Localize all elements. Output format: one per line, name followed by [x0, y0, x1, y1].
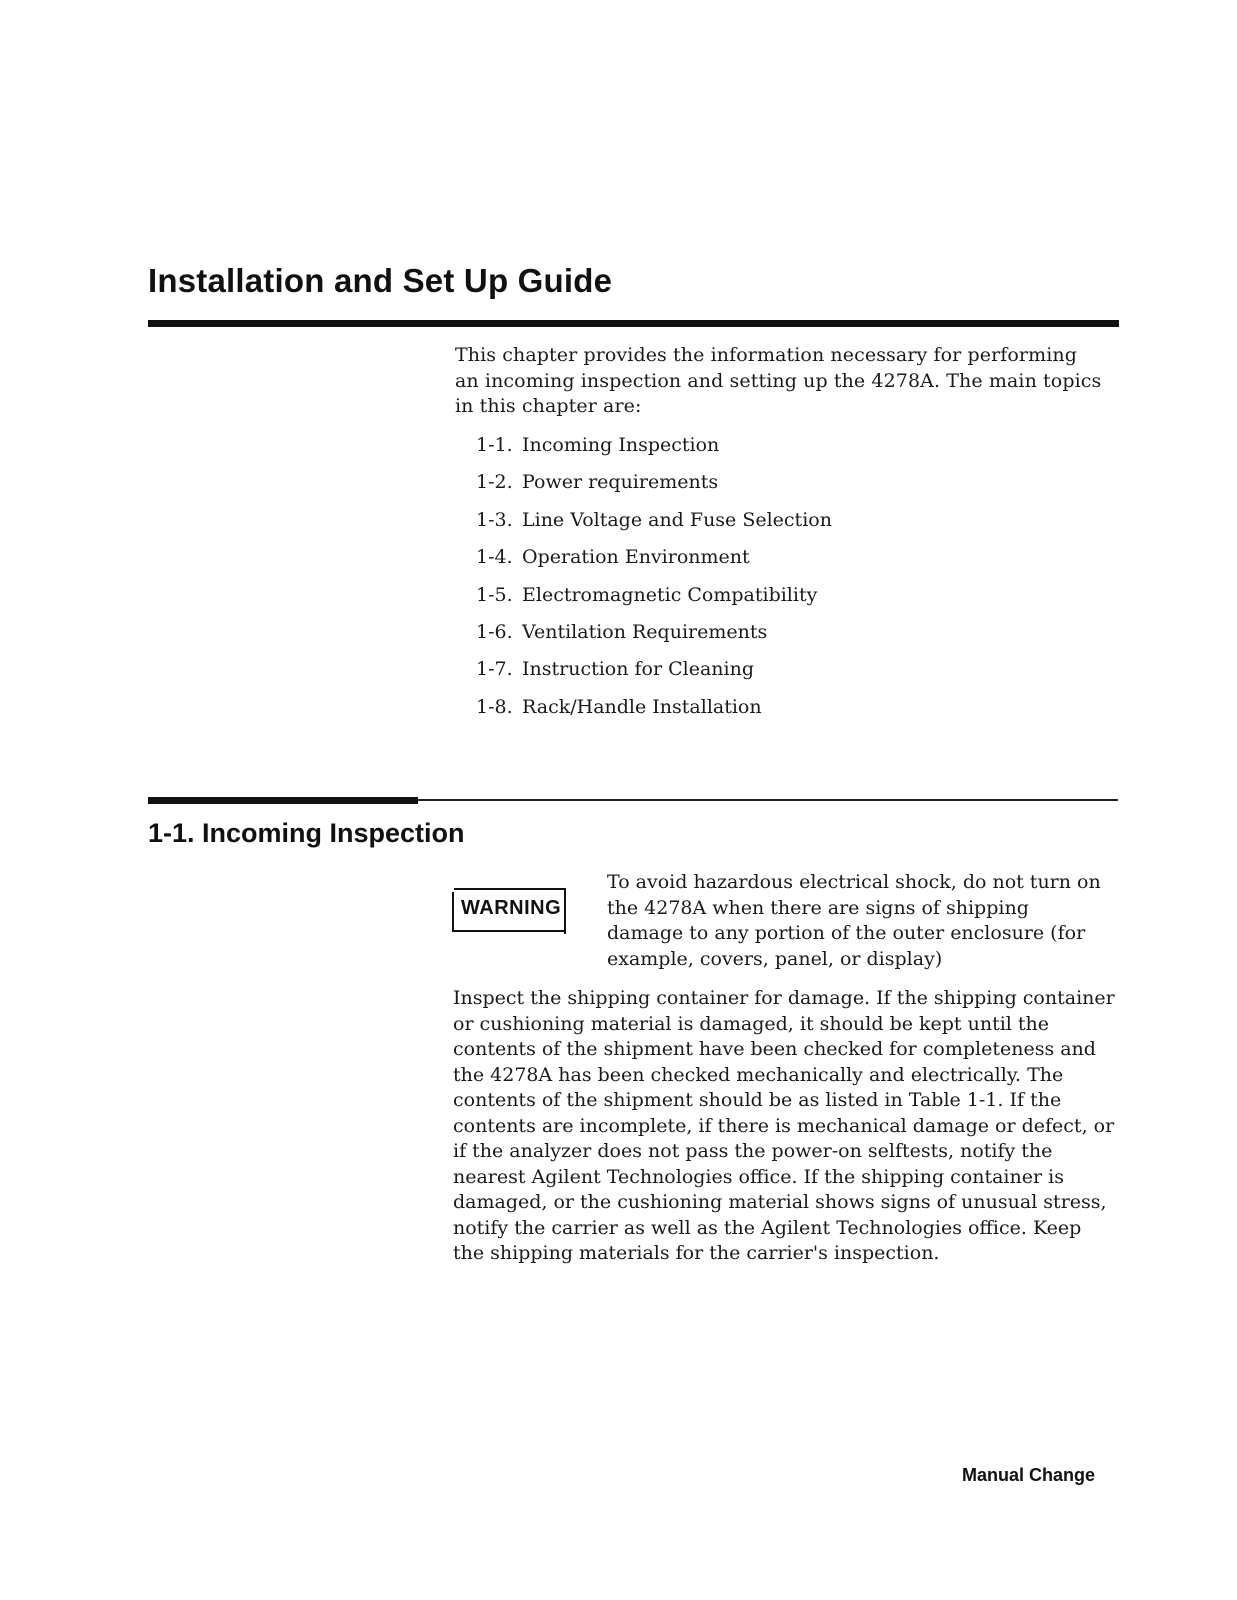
- warning-border-top: [454, 888, 566, 890]
- topic-label: Incoming Inspection: [522, 434, 720, 456]
- topic-number: 1-5.: [476, 583, 513, 606]
- topic-label: Rack/Handle Installation: [522, 695, 762, 718]
- topic-item: [476, 580, 832, 617]
- chapter-title: Installation and Set Up Guide: [148, 262, 613, 299]
- topic-label: Power requirements: [522, 471, 719, 494]
- topic-item: [476, 654, 832, 691]
- topic-item: [476, 542, 832, 579]
- section-rule-thin: [418, 799, 1118, 801]
- title-rule: [148, 320, 1119, 327]
- topic-number: 1-6.: [476, 620, 513, 643]
- topic-item: [476, 505, 832, 542]
- topic-label: Operation Environment: [522, 546, 750, 569]
- chapter-intro: This chapter provides the information necessary for performing an incoming inspection and setting up the 4278A. The main topics in this chapter are:: [455, 344, 1102, 417]
- warning-text: To avoid hazardous electrical shock, do not turn on the 4278A when there are signs of shipping damage to any portion of the outer enclosure (for example, covers, panel, or display): [607, 871, 1101, 970]
- topic-label: Line Voltage and Fuse Selection: [522, 508, 832, 531]
- topic-number: 1-3.: [476, 508, 513, 531]
- section-title: 1-1. Incoming Inspection: [148, 818, 465, 848]
- topic-label: Instruction for Cleaning: [522, 658, 755, 681]
- topic-item: [476, 692, 832, 729]
- section-rule-thick: [148, 797, 418, 804]
- warning-border-right: [564, 888, 566, 934]
- topic-number: 1-7.: [476, 658, 513, 681]
- warning-box: [452, 888, 566, 932]
- topic-list: [476, 430, 832, 729]
- topic-number: 1-8.: [476, 695, 513, 718]
- warning-label: WARNING: [461, 897, 562, 919]
- topic-item: [476, 430, 832, 467]
- inspection-body-text: Inspect the shipping container for damage. If the shipping container or cushioning material is damaged, it should be kept until the contents of the shipment have been checked for completeness and the 4278A has been checked mechanically and electrically. The contents of the shipment should be as listed in Table 1-1. If the contents are incomplete, if there is mechanical damage or defect, or if the analyzer does not pass the power-on selftests, notify the nearest Agilent Technologies office. If the shipping container is damaged, or the cushioning material shows signs of unusual stress, notify the carrier as well as the Agilent Technologies office. Keep the shipping materials for the carrier's inspection.: [453, 987, 1115, 1264]
- topic-item: [476, 617, 832, 654]
- topic-number: 1-1.: [476, 434, 513, 456]
- topic-number: 1-2.: [476, 471, 513, 494]
- topic-label: Electromagnetic Compatibility: [522, 583, 818, 606]
- warning-border-bottom: [452, 930, 564, 932]
- topic-number: 1-4.: [476, 546, 513, 569]
- topic-item: [476, 467, 832, 504]
- topic-label: Ventilation Requirements: [522, 620, 768, 643]
- warning-border-left: [452, 892, 454, 932]
- footer-label: Manual Change: [961, 1465, 1095, 1485]
